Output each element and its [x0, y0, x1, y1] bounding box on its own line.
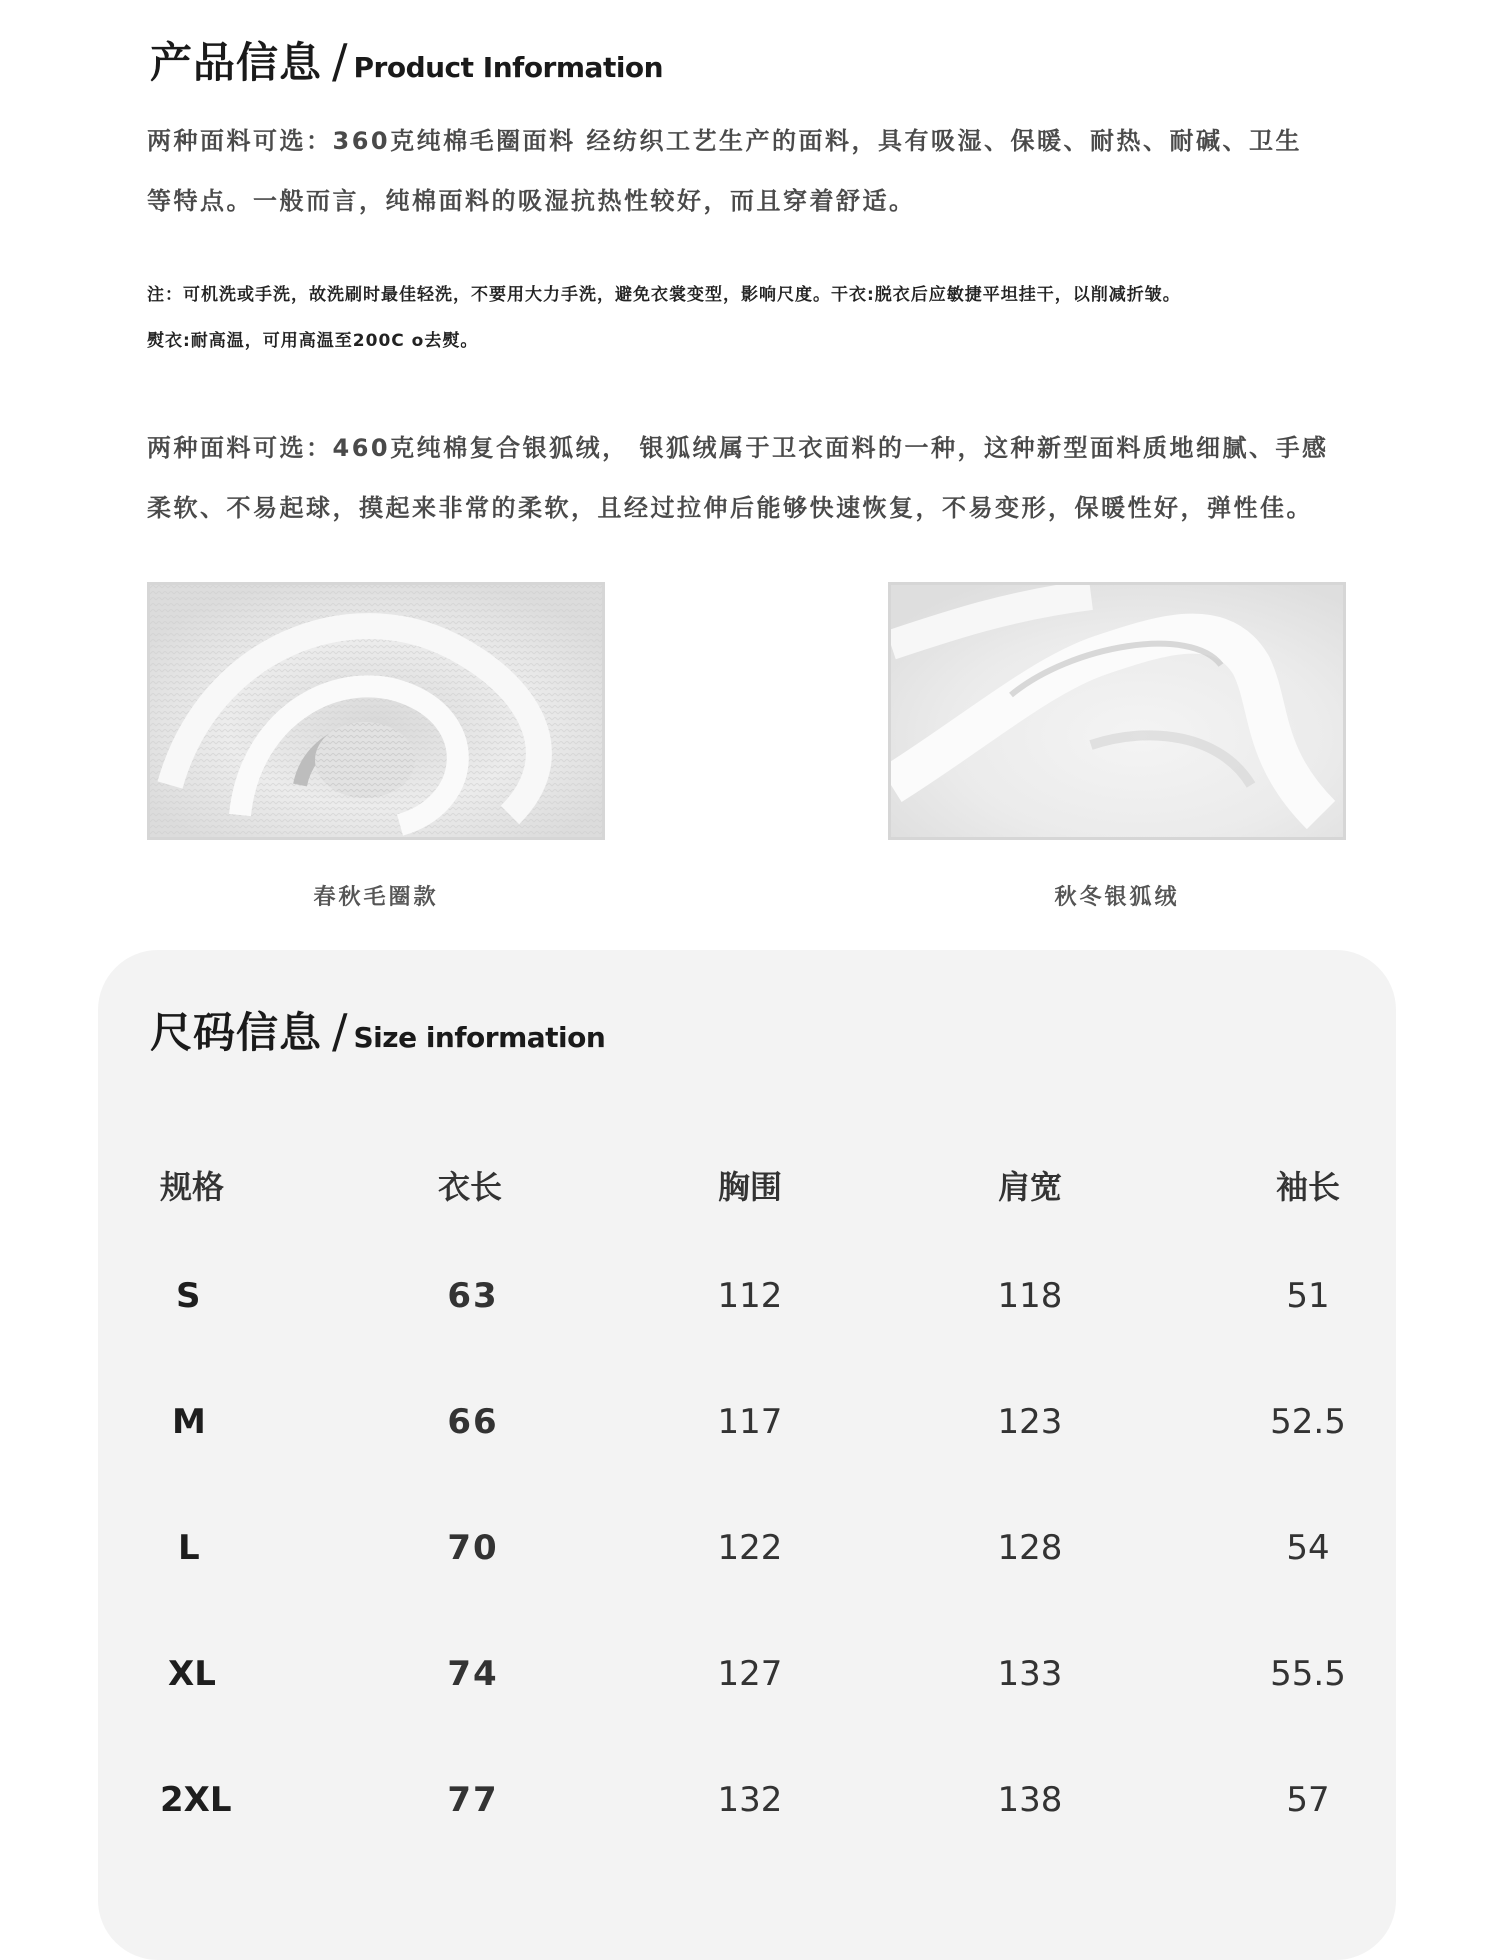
table-cell-shoulder: 128 [997, 1528, 1063, 1568]
table-cell-chest: 112 [717, 1276, 783, 1316]
table-cell-length: 66 [447, 1402, 499, 1442]
table-cell-shoulder: 118 [997, 1276, 1063, 1316]
table-cell-sleeve: 51 [1286, 1276, 1330, 1316]
product-title-en: Product Information [353, 51, 664, 84]
table-cell-chest: 122 [717, 1528, 783, 1568]
table-cell-shoulder: 138 [997, 1780, 1063, 1820]
title-slash: / [332, 34, 348, 88]
header-chest: 胸围 [717, 1168, 782, 1206]
fabric-description-2-line1: 两种面料可选：460克纯棉复合银狐绒， 银狐绒属于卫衣面料的一种，这种新型面料质地细腻、手感 [147, 434, 1329, 462]
fleece-fabric-image [888, 582, 1346, 840]
fabric-description-1-line1: 两种面料可选：360克纯棉毛圈面料 经纺织工艺生产的面料，具有吸湿、保暖、耐热、耐碱、卫生 [147, 127, 1302, 155]
size-section-title [150, 1000, 605, 1060]
fleece-fabric-caption: 秋冬银狐绒 [1054, 885, 1180, 910]
table-cell-sleeve: 55.5 [1270, 1654, 1346, 1694]
table-cell-length: 63 [447, 1276, 499, 1316]
header-length: 衣长 [437, 1168, 502, 1206]
table-row-size: M [172, 1402, 206, 1442]
table-cell-chest: 127 [717, 1654, 783, 1694]
fabric-description-2 [147, 418, 1397, 538]
fabric-description-2-line2: 柔软、不易起球，摸起来非常的柔软，且经过拉伸后能够快速恢复，不易变形，保暖性好，弹性佳。 [147, 494, 1313, 522]
table-row-size: L [178, 1528, 200, 1568]
title-slash: / [332, 1004, 348, 1058]
fabric-description-1 [147, 111, 1397, 231]
table-row-size: 2XL [160, 1780, 232, 1820]
fabric-description-1-line2: 等特点。一般而言，纯棉面料的吸湿抗热性较好，而且穿着舒适。 [147, 187, 916, 215]
table-cell-length: 77 [447, 1780, 499, 1820]
product-title-cn: 产品信息 [150, 38, 323, 87]
size-title-cn: 尺码信息 [150, 1008, 323, 1057]
product-section-title [150, 30, 663, 90]
terry-fabric-caption: 春秋毛圈款 [313, 885, 439, 910]
size-panel [98, 950, 1396, 1960]
table-row-size: S [176, 1276, 201, 1316]
table-cell-shoulder: 123 [997, 1402, 1063, 1442]
size-title-en: Size information [353, 1021, 606, 1054]
care-note-line1: 注：可机洗或手洗，故洗刷时最佳轻洗，不要用大力手洗，避免衣裳变型，影响尺度。干衣:脱衣后应敏捷平坦挂干，以削减折皱。 [147, 285, 1181, 305]
terry-fabric-image [147, 582, 605, 840]
care-note-line2: 熨衣:耐高温，可用高温至200C o去熨。 [147, 331, 479, 351]
table-cell-shoulder: 133 [997, 1654, 1063, 1694]
table-cell-length: 74 [447, 1654, 499, 1694]
header-size: 规格 [160, 1168, 225, 1206]
table-cell-chest: 132 [717, 1780, 783, 1820]
header-shoulder: 肩宽 [997, 1168, 1062, 1206]
table-cell-sleeve: 52.5 [1270, 1402, 1346, 1442]
header-sleeve: 袖长 [1275, 1168, 1340, 1206]
table-cell-sleeve: 54 [1286, 1528, 1330, 1568]
table-cell-sleeve: 57 [1286, 1780, 1330, 1820]
table-cell-length: 70 [447, 1528, 499, 1568]
table-cell-chest: 117 [717, 1402, 783, 1442]
table-row-size: XL [168, 1654, 216, 1694]
care-note [147, 272, 1397, 364]
